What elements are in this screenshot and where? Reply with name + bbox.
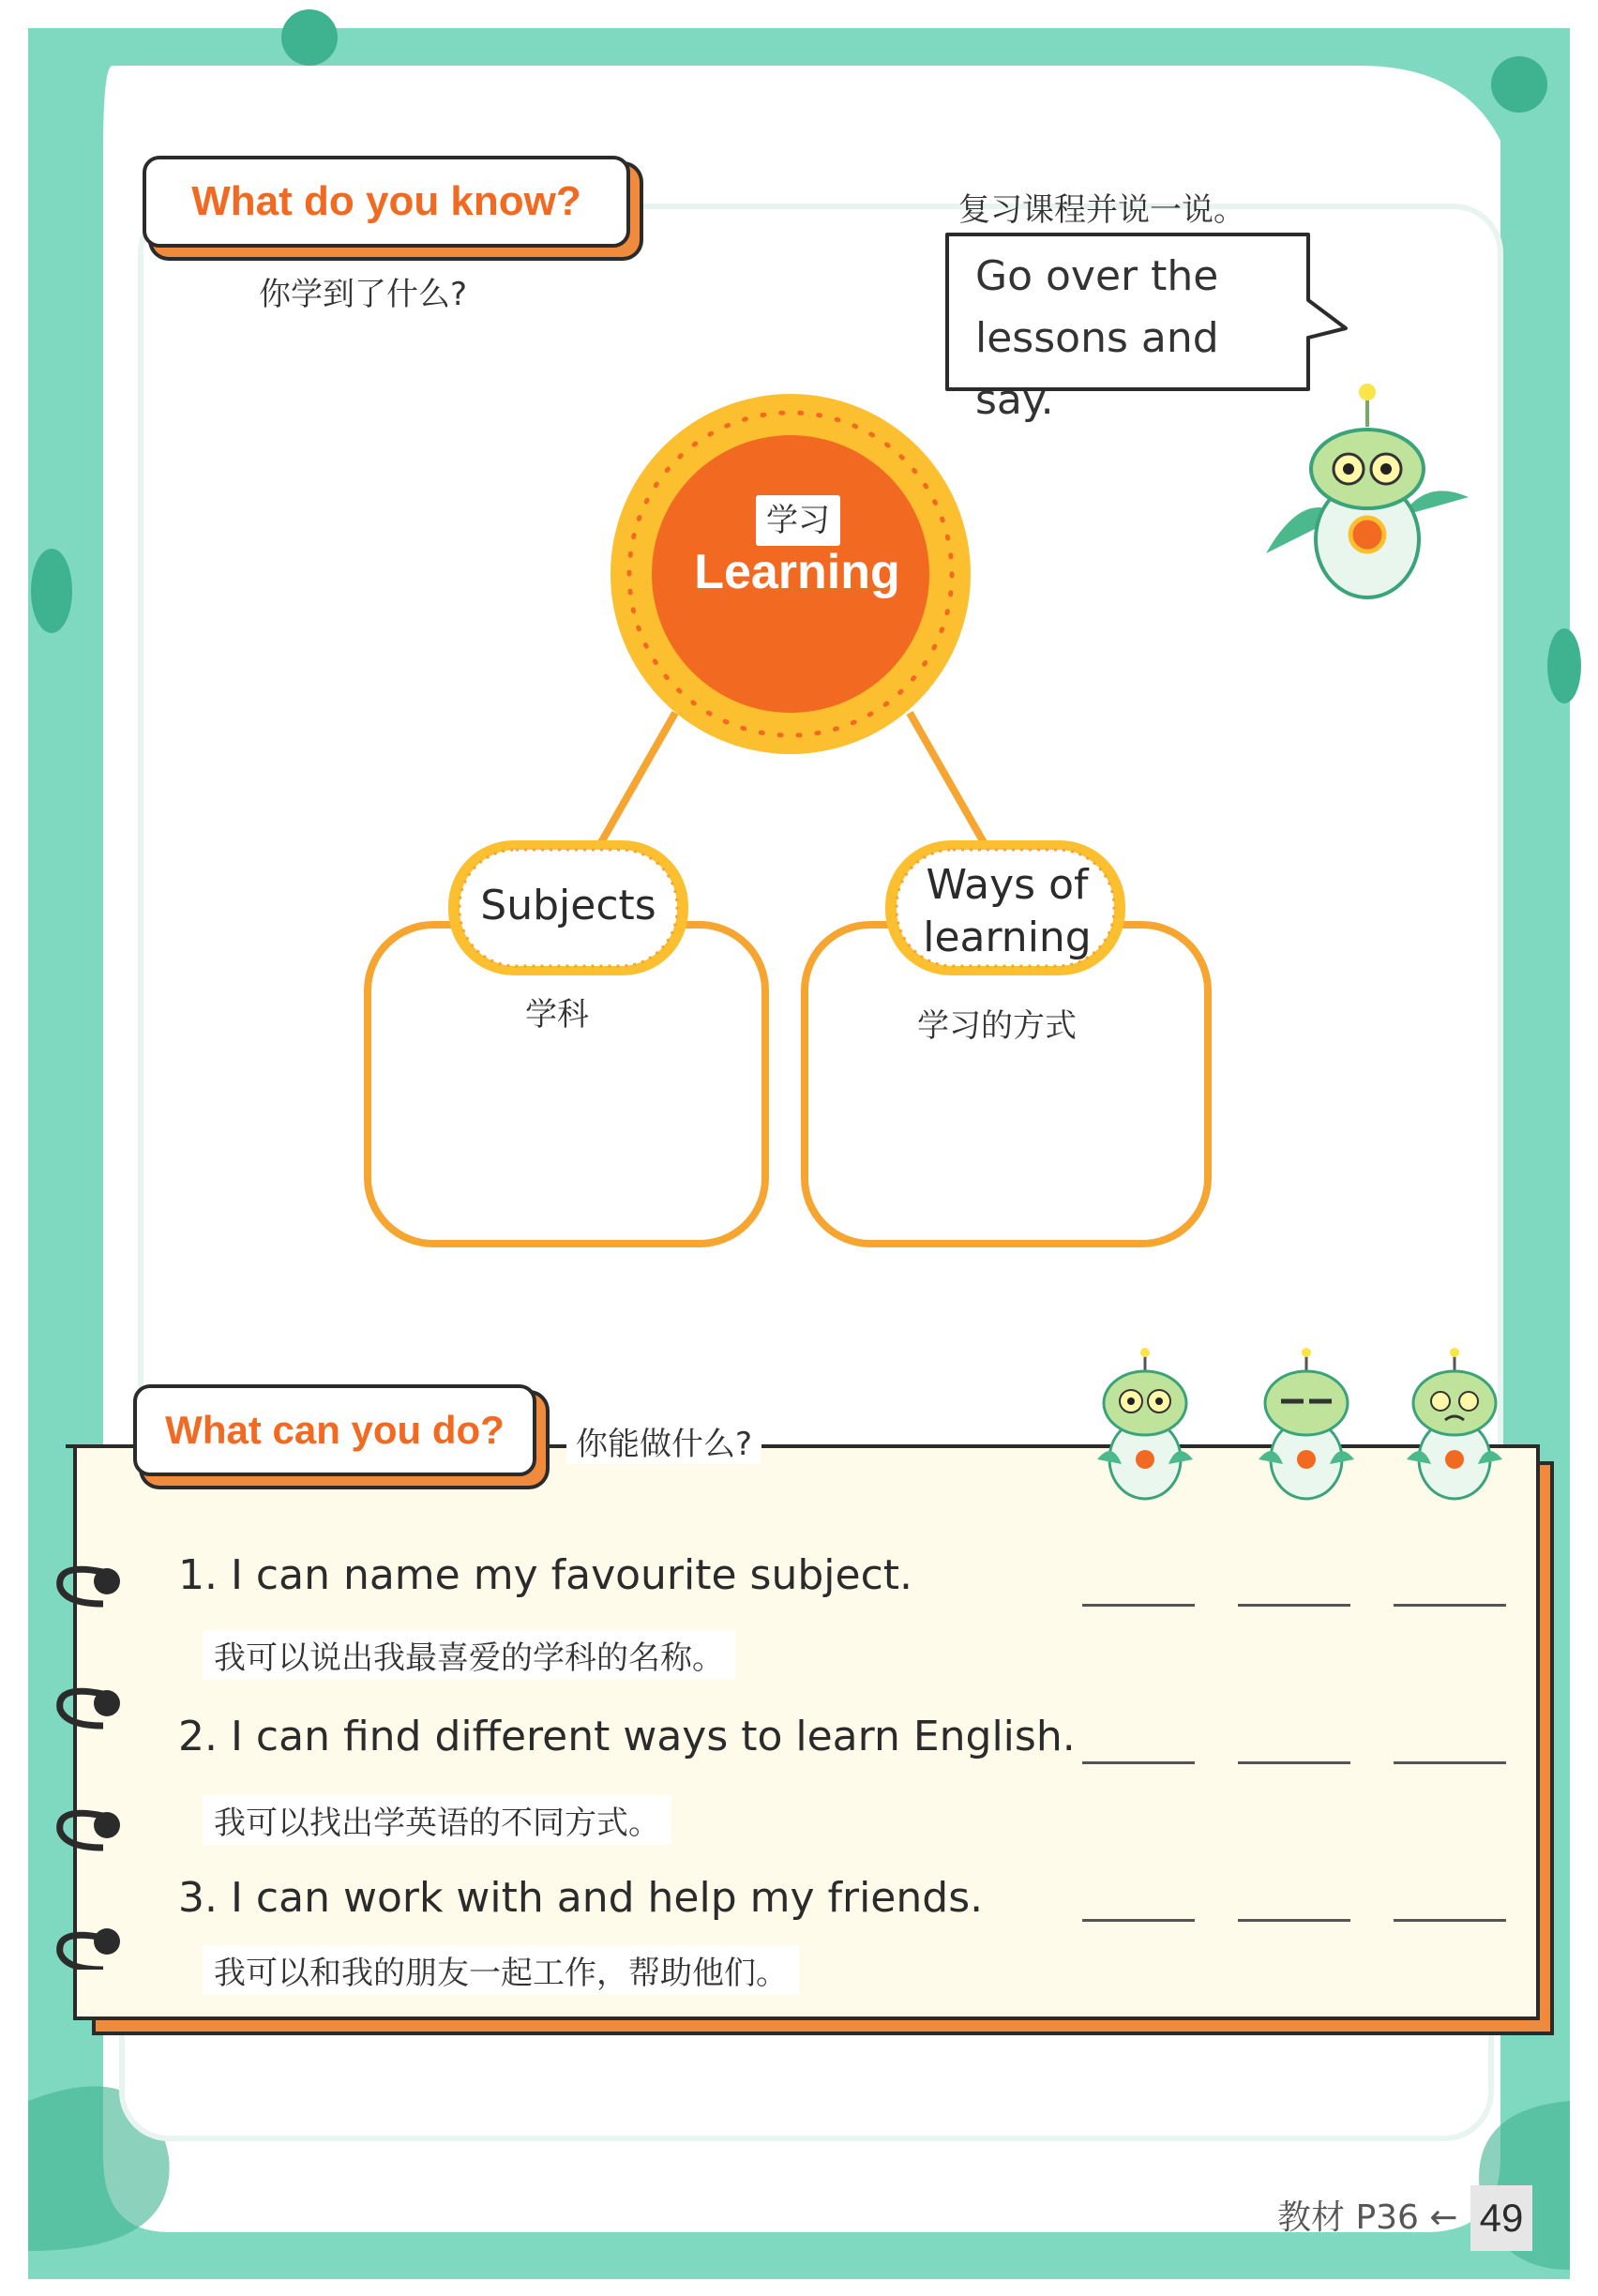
learning-cn-label: 学习 (756, 495, 840, 546)
rating-blank-2b[interactable] (1238, 1761, 1350, 1764)
what-can-you-do-cn: 你能做什么? (566, 1418, 761, 1464)
rating-robot-happy-icon (1084, 1347, 1206, 1506)
rating-blank-1a[interactable] (1082, 1604, 1195, 1607)
checklist-item-2-cn: 我可以找出学英语的不同方式。 (203, 1795, 671, 1845)
checklist-item-1-text: 1. I can name my favourite subject. (178, 1551, 912, 1599)
what-can-you-do-header (133, 1384, 536, 1476)
node-ways-cn: 学习的方式 (917, 1007, 1077, 1045)
rating-blank-1c[interactable] (1394, 1604, 1506, 1607)
checklist-item-3-cn: 我可以和我的朋友一起工作，帮助他们。 (203, 1945, 799, 1995)
rating-blank-3c[interactable] (1394, 1919, 1506, 1922)
what-do-you-know-cn: 你学到了什么? (259, 276, 468, 313)
bubble-text: Go over the lessons and say. (975, 252, 1219, 424)
node-subjects-cn: 学科 (525, 996, 589, 1034)
learning-title: Learning (694, 545, 900, 599)
rating-blank-2c[interactable] (1394, 1761, 1506, 1764)
binder-rings (38, 1529, 141, 1970)
checklist-item-3-text: 3. I can work with and help my friends. (178, 1874, 984, 1922)
textbook-reference (1277, 2191, 1458, 2239)
what-can-you-do-title: What can you do? (165, 1408, 505, 1452)
checklist-item-2-text: 2. I can find different ways to learn English. (178, 1713, 1076, 1760)
what-do-you-know-title: What do you know? (191, 178, 581, 224)
node-ways-label: Ways of learning (923, 861, 1092, 961)
rating-blank-3a[interactable] (1082, 1919, 1195, 1922)
rating-robot-neutral-icon (1245, 1347, 1367, 1506)
instruction-cn: 复习课程并说一说。 (958, 191, 1245, 229)
rating-blank-2a[interactable] (1082, 1761, 1195, 1764)
textbook-reference-text: 教材 P36 (1277, 2198, 1419, 2237)
page-number: 49 (1470, 2185, 1532, 2251)
arrow-left-icon: ← (1429, 2198, 1458, 2237)
node-subjects-label: Subjects (480, 882, 656, 929)
checklist-item-1-cn: 我可以说出我最喜爱的学科的名称。 (203, 1630, 735, 1680)
rating-robot-sad-icon (1394, 1347, 1515, 1506)
rating-blank-3b[interactable] (1238, 1919, 1350, 1922)
rating-blank-1b[interactable] (1238, 1604, 1350, 1607)
